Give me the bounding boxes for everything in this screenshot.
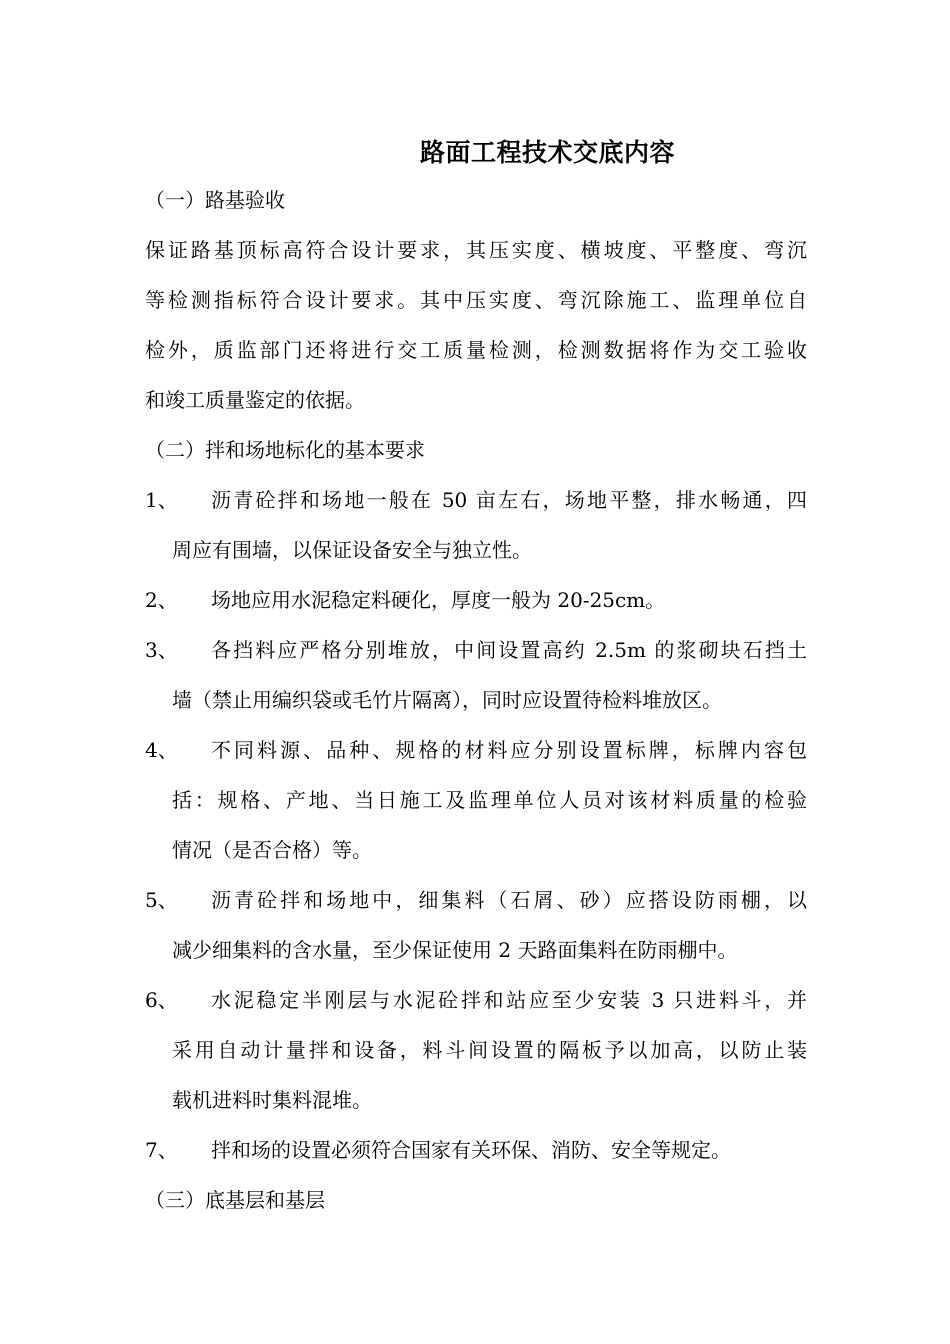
- list-item-number: 7、: [145, 1138, 178, 1162]
- list-item-line: 减少细集料的含水量，至少保证使用 2 天路面集料在防雨棚中。: [172, 938, 738, 962]
- list-item-line: 水泥稳定半刚层与水泥砼拌和站应至少安装 3 只进料斗，并: [211, 988, 807, 1012]
- list-item-line: 周应有围墙，以保证设备安全与独立性。: [172, 538, 532, 562]
- list-item-line: 沥青砼拌和场地中，细集料（石屑、砂）应搭设防雨棚，以: [211, 888, 807, 912]
- paragraph-line: 保证路基顶标高符合设计要求，其压实度、横坡度、平整度、弯沉: [145, 238, 807, 262]
- list-item-line: 沥青砼拌和场地一般在 50 亩左右，场地平整，排水畅通，四: [211, 488, 807, 512]
- list-item-line: 括：规格、产地、当日施工及监理单位人员对该材料质量的检验: [172, 788, 807, 812]
- paragraph-line: 检外，质监部门还将进行交工质量检测，检测数据将作为交工验收: [145, 338, 807, 362]
- section-heading-3: （三）底基层和基层: [145, 1188, 325, 1212]
- list-item-number: 2、: [145, 588, 178, 612]
- list-item-line: 情况（是否合格）等。: [172, 838, 372, 862]
- list-item-line: 不同料源、品种、规格的材料应分别设置标牌，标牌内容包: [211, 738, 807, 762]
- list-item-line: 采用自动计量拌和设备，料斗间设置的隔板予以加高，以防止装: [172, 1038, 807, 1062]
- list-item-line: 各挡料应严格分别堆放，中间设置高约 2.5m 的浆砌块石挡土: [211, 638, 807, 662]
- list-item-number: 6、: [145, 988, 178, 1012]
- list-item-number: 1、: [145, 488, 178, 512]
- list-item-line: 载机进料时集料混堆。: [172, 1088, 372, 1112]
- list-item-line: 拌和场的设置必须符合国家有关环保、消防、安全等规定。: [211, 1138, 731, 1162]
- paragraph-line: 和竣工质量鉴定的依据。: [145, 388, 365, 412]
- paragraph-line: 等检测指标符合设计要求。其中压实度、弯沉除施工、监理单位自: [145, 288, 807, 312]
- list-item-line: 墙（禁止用编织袋或毛竹片隔离），同时应设置待检料堆放区。: [172, 688, 722, 712]
- section-heading-1: （一）路基验收: [145, 188, 285, 212]
- document-title: 路面工程技术交底内容: [419, 138, 675, 167]
- list-item-number: 5、: [145, 888, 178, 912]
- list-item-number: 3、: [145, 638, 178, 662]
- list-item-line: 场地应用水泥稳定料硬化，厚度一般为 20-25cm。: [211, 588, 666, 612]
- section-heading-2: （二）拌和场地标化的基本要求: [145, 438, 425, 462]
- list-item-number: 4、: [145, 738, 178, 762]
